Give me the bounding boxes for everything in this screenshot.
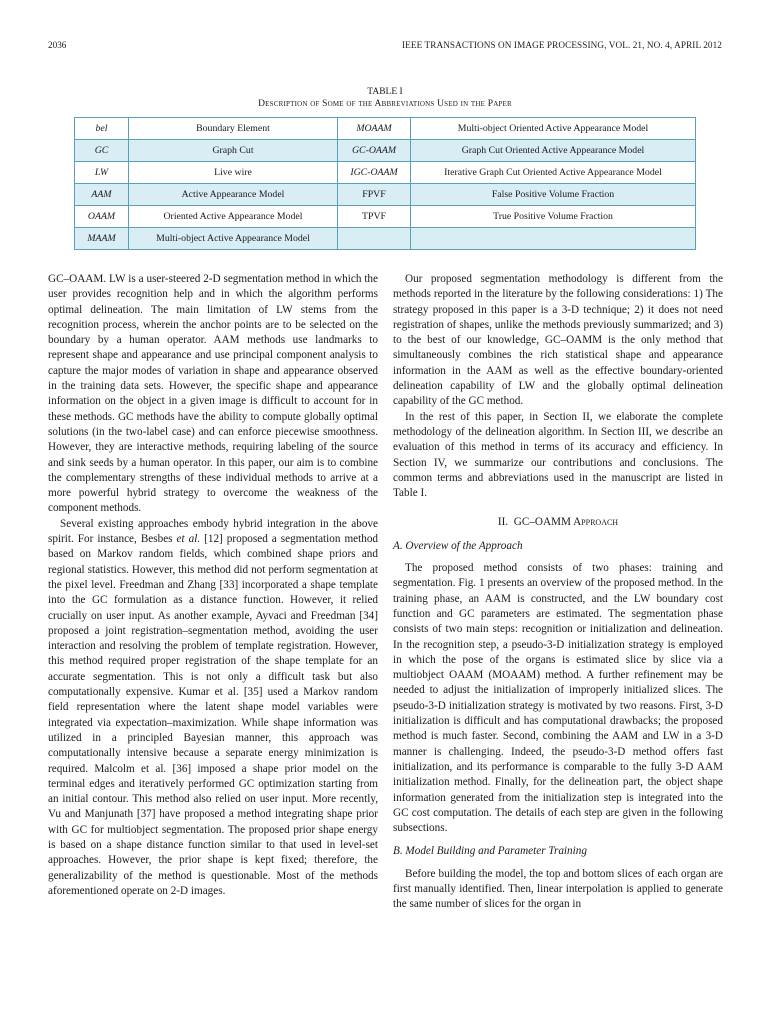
- abbr-cell: AAM: [75, 184, 129, 206]
- paragraph: The proposed method consists of two phases: training and segmentation. Fig. 1 presents an overview of the proposed method. In the training phase, an AAM is constructed, and the LW boundary cost function and GC parameters are estimated. The segmentation phase consists of two main steps: recognition or initialization and delineation. In the recognition step, a pseudo-3-D initialization strategy is employed in which the pose of the organs is estimated slice by slice via a multiobject OAAM (MOAAM) method. A further refinement may be needed to adjust the initialization of improperly initialized slices. The pseudo-3-D initialization strategy is motivated by two reasons. First, 3-D initialization is difficult and has computational drawbacks; the proposed method is much faster. Second, combining the AAM and LW in a 3-D manner is challenging. Indeed, the pseudo-3-D method offers fast initialization, and its performance is comparable to the fully 3-D AAM initialization method. Finally, for the delineation part, the object shape information generated from the initialization step is integrated into the GC cost computation. The details of each step are given in the following subsections.: [393, 562, 723, 835]
- abbr-cell: [338, 228, 411, 250]
- definition-cell: [411, 228, 696, 250]
- abbreviation-table: [74, 117, 696, 250]
- abbr-cell: IGC-OAAM: [338, 162, 411, 184]
- right-column: [393, 272, 723, 913]
- abbr-cell: GC: [75, 140, 129, 162]
- abbr-cell: MOAAM: [338, 118, 411, 140]
- table-title: Description of Some of the Abbreviations Used in the Paper: [258, 99, 512, 109]
- paragraph: In the rest of this paper, in Section II, we elaborate the complete methodology of the delineation algorithm. In Section III, we describe an evaluation of this method in terms of its accuracy and efficiency. In Section IV, we summarize our contributions and conclusions. The common terms and abbreviations used in the manuscript are listed in Table I.: [393, 410, 723, 500]
- table-row: [75, 206, 696, 228]
- definition-cell: Graph Cut: [129, 140, 338, 162]
- abbr-cell: bel: [75, 118, 129, 140]
- journal-title: IEEE TRANSACTIONS ON IMAGE PROCESSING, VOL. 21, NO. 4, APRIL 2012: [402, 40, 722, 50]
- paragraph: Before building the model, the top and bottom slices of each organ are first manually identified. Then, linear interpolation is applied to generate the same number of slices for the organ in: [393, 867, 723, 911]
- abbr-cell: GC-OAAM: [338, 140, 411, 162]
- subsection-heading: A. Overview of the Approach: [393, 539, 523, 552]
- section-title: GC–OAMM Approach: [513, 516, 619, 529]
- text-run: [12] proposed a segmentation method based on Markov random fields, which combined shape priors and regional statistics. However, this method did not perform segmentation at the pixel level. Freedman and Zhang [33] incorporated a shape template into the GC formulation as a distance function. However, it relied crucially on user input. As another example, Ayvaci and Freedman [34] proposed a joint registration–segmentation method, avoiding the user interaction and resolving the problem of template registration. However, this method required proper registration of the shape template for an accurate segmentation. This is not only a difficult task but also computationally expensive. Kumar et al. [35] used a Markov random field representation where the latent shape model variables were integrated via expectation–maximization. While shape information was utilized in a principled Bayesian manner, this approach was computationally intensive because a separate energy minimization is required. Malcolm et al. [36] imposed a shape prior model on the terminal edges and iteratively performed GC optimization starting from an initial contour. This method also relied on user input. More recently, Vu and Manjunath [37] have proposed a method integrating shape prior with GC for multiobject segmentation. The proposed prior shape energy is based on a shape distance function similar to that used in level-set approaches. However, the prior shape is kept fixed; therefore, the generalizability of the method is questionable. Most of the methods aforementioned operate on 2-D images.: [48, 533, 379, 897]
- table-caption: [48, 86, 722, 110]
- left-column: [48, 272, 378, 899]
- definition-cell: True Positive Volume Fraction: [411, 206, 696, 228]
- table-row: [75, 162, 696, 184]
- abbr-cell: OAAM: [75, 206, 129, 228]
- definition-cell: Boundary Element: [129, 118, 338, 140]
- table-number: TABLE I: [367, 87, 403, 97]
- definition-cell: Graph Cut Oriented Active Appearance Model: [411, 140, 696, 162]
- abbr-cell: LW: [75, 162, 129, 184]
- definition-cell: Active Appearance Model: [129, 184, 338, 206]
- section-heading: [393, 515, 723, 530]
- table-row: [75, 228, 696, 250]
- section-number: II.: [497, 516, 509, 529]
- definition-cell: Live wire: [129, 162, 338, 184]
- paragraph: Our proposed segmentation methodology is different from the methods reported in the literature by the following considerations: 1) The strategy proposed in this paper is a 3-D technique; 2) it does not need registration of shapes, unlike the methods previously summarized; and 3) to the best of our knowledge, GC–OAMM is the only method that simultaneously combines the rich statistical shape and appearance information in the AAM as well as the effective boundary-oriented delineation capability of LW and the globally optimal delineation capability of the GC method.: [393, 273, 723, 408]
- table-row: [75, 118, 696, 140]
- paragraph: [48, 517, 378, 899]
- table-row: [75, 140, 696, 162]
- definition-cell: Multi-object Oriented Active Appearance Model: [411, 118, 696, 140]
- text-run: Several existing approaches embody hybrid integration in the above spirit. For instance, Besbes: [48, 517, 378, 546]
- page-number: 2036: [48, 40, 67, 50]
- abbr-cell: MAAM: [75, 228, 129, 250]
- text-run-italic: et al.: [176, 533, 201, 546]
- paragraph: GC–OAAM. LW is a user-steered 2-D segmentation method in which the user provides recognition help and in which the algorithm performs optimal delineation. The main limitation of LW stems from the recognition process, wherein the anchor points are to be selected on the boundary by a human operator. AAM methods use landmarks to represent shape and appearance and use principal component analysis to capture the major modes of variation in shape and appearance observed in the training data sets. However, the specific shape and appearance information on the object in a given image is difficult to account for in these methods. GC methods have the ability to compute globally optimal solutions (in the two-label case) and can enforce piecewise smoothness. However, they are interactive methods, requiring labeling of the source and sink seeds by a human operator. In this paper, our aim is to combine the complementary strengths of these individual methods to arrive at a more powerful hybrid strategy to overcome the weakness of the component methods.: [48, 273, 378, 515]
- definition-cell: Iterative Graph Cut Oriented Active Appearance Model: [411, 162, 696, 184]
- definition-cell: Oriented Active Appearance Model: [129, 206, 338, 228]
- subsection-heading: B. Model Building and Parameter Training: [393, 845, 587, 858]
- definition-cell: False Positive Volume Fraction: [411, 184, 696, 206]
- abbr-cell: FPVF: [338, 184, 411, 206]
- table-row: [75, 184, 696, 206]
- page-header: [48, 40, 722, 54]
- abbr-cell: TPVF: [338, 206, 411, 228]
- definition-cell: Multi-object Active Appearance Model: [129, 228, 338, 250]
